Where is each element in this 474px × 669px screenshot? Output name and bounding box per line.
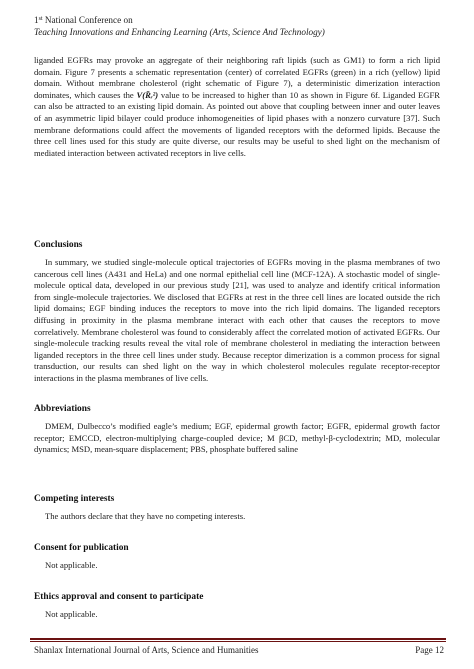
footer-rule-thin	[30, 641, 446, 642]
intro-text-end: value to be increased to higher than 10 as shown in Figure 6f. Liganded EGFR can also be attracted to an existing lipid domain. As pointed out above that coupling between inner and outer leaves of an asymmetric lipid bilayer could produce inhomogeneities of lipid phases with a nonzero curvature [37]. Such membrane deformations could affect the movements of liganded receptors with the deformed lipids. Because the three cell lines used for this study are quite diverse, our results may be useful to shed light on the mechanism of mediated interaction between activated receptors in live cells.	[34, 89, 440, 158]
competing-interests-text: The authors declare that they have no competing interests.	[45, 511, 246, 521]
ethics-text: Not applicable.	[45, 609, 98, 619]
running-footer	[34, 645, 444, 655]
running-header	[34, 13, 454, 38]
conclusions-paragraph: In summary, we studied single-molecule optical trajectories of EGFRs moving in the plasma membranes of two cancerous cell lines (A431 and HeLa) and one normal epithelial cell line (MCF-12A). A stochastic model of single-molecule optical data, developed in our previous study [21], was used to analyze and identify critical information from single-molecule trajectories. We disclosed that EGFRs at rest in the three cell lines are located outside the rich lipid domains; EGF binding induces the receptors to move into the rich lipid domains. The liganded receptors diffusing in proximity in the plasma membrane interact with each other that causes the receptors to move correlatively. Membrane cholesterol was found to considerably affect the correlated motion of activated EGFRs. Our single-molecule tracking results reveal the vital role of membrane cholesterol in mediating the interaction between liganded receptors in the three cell lines under study. Because receptor dimerization is a common process for signal transduction, our results can shed light on the way in which cholesterol molecules regulate receptor-receptor interactions in the plasma membranes of live cells.	[34, 257, 440, 383]
conference-theme: Teaching Innovations and Enhancing Learning (Arts, Science And Technology)	[34, 27, 325, 37]
page-number: Page 12	[415, 645, 444, 655]
competing-interests-heading: Competing interests	[34, 494, 115, 504]
variance-formula: V(R̄ᵣ²)	[136, 89, 159, 100]
consent-heading: Consent for publication	[34, 543, 129, 553]
intro-paragraph	[34, 55, 440, 159]
footer-rule-thick	[30, 638, 446, 640]
conference-name: National Conference on	[42, 15, 133, 25]
abbreviations-heading: Abbreviations	[34, 404, 91, 414]
journal-name: Shanlax International Journal of Arts, Science and Humanities	[34, 645, 259, 655]
intro-text-start: liganded EGFRs may provoke an aggregate of their neighboring raft lipids (such as GM1) to form a rich lipid domain. Figure 7 presents a schematic representation (center) of correlated EGFRs (green) in a rich (yellow) lipid domain. Without membrane cholesterol (right schematic of Figure 7), a deterministic dimerization interaction dominates, which causes the	[34, 55, 440, 100]
conclusions-heading: Conclusions	[34, 240, 83, 250]
ordinal-suffix: st	[38, 16, 43, 22]
conference-line	[34, 13, 454, 26]
consent-text: Not applicable.	[45, 560, 98, 570]
ordinal-number: 1	[34, 15, 39, 25]
ethics-heading: Ethics approval and consent to participate	[34, 592, 204, 602]
abbreviations-paragraph: DMEM, Dulbecco’s modified eagle’s medium; EGF, epidermal growth factor; EGFR, epidermal growth factor receptor; EMCCD, electron-multiplying charge-coupled device; M βCD, methyl-β-cyclodextrin; MD, molecular dynamics; MSD, mean-square displacement; PBS, phosphate buffered saline	[34, 421, 440, 455]
